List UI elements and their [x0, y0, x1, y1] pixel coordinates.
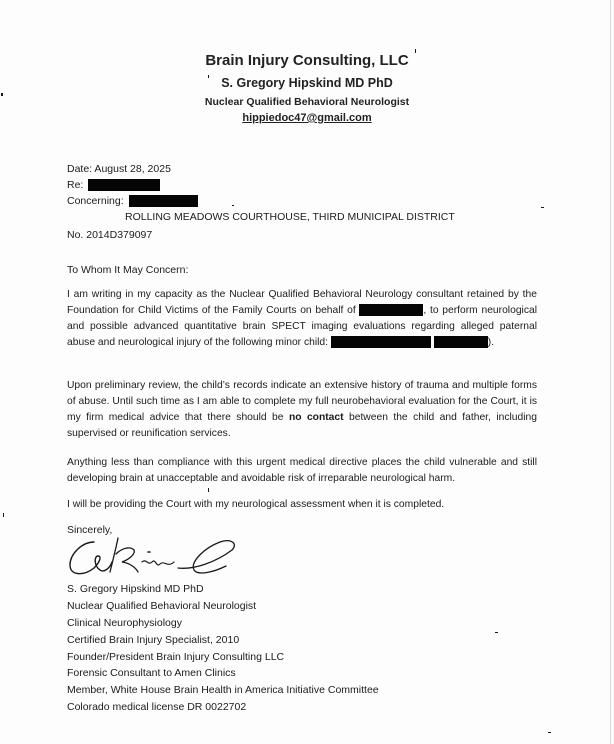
case-number: No. 2014D379097 [67, 229, 153, 241]
scan-edge [610, 0, 611, 744]
signature-line-1: S. Gregory Hipskind MD PhD [67, 583, 204, 595]
salutation: To Whom It May Concern: [67, 264, 189, 276]
signature-line-7: Member, White House Brain Health in America Initiative Committee [67, 684, 379, 696]
scan-speck [1, 93, 3, 96]
scan-speck [495, 632, 498, 633]
scan-speck [415, 49, 416, 53]
p1-text-a: I am writing in my capacity as the Nuclear Qualified Behavioral Neurology consultant retained by the Foundation for Child Victims of the Family Courts on behalf of [67, 289, 537, 316]
author-title: Nuclear Qualified Behavioral Neurologist [204, 96, 410, 108]
p1-text-b: , to perform neurological and possible advanced quantitative brain SPECT imaging evaluations regarding alleged paternal abuse and neurological injury of the following minor child: [67, 305, 537, 348]
date-line: Date: August 28, 2025 [67, 163, 171, 175]
courthouse-line: ROLLING MEADOWS COURTHOUSE, THIRD MUNICIPAL DISTRICT [125, 211, 455, 223]
body-paragraph-1 [67, 287, 537, 351]
p1-text-c: ). [487, 337, 495, 348]
p2-text-a: Upon preliminary review, the child’s records indicate an extensive history of trauma and multiple forms of abuse. Until such time as I am able to complete my full neurobehavioral evaluation for the Court, it is my firm medical advice that there should be [67, 380, 537, 423]
signature-line-5: Founder/President Brain Injury Consulting LLC [67, 651, 285, 663]
redaction-box [129, 195, 198, 207]
concerning-line [67, 195, 198, 207]
closing: Sincerely, [67, 524, 113, 536]
scan-speck [548, 732, 551, 733]
scan-speck [208, 75, 209, 78]
scan-speck [3, 513, 4, 517]
signature-line-8: Colorado medical license DR 0022702 [67, 701, 247, 713]
signature-line-2: Nuclear Qualified Behavioral Neurologist [67, 600, 257, 612]
author-name: S. Gregory Hipskind MD PhD [221, 76, 393, 90]
redaction-box [359, 304, 423, 316]
scan-speck [541, 207, 544, 208]
concerning-label: Concerning: [67, 195, 124, 207]
re-label: Re: [67, 179, 84, 191]
signature-line-3: Clinical Neurophysiology [67, 617, 182, 629]
handwritten-signature [64, 532, 244, 580]
redaction-box [331, 336, 431, 348]
signature-line-6: Forensic Consultant to Amen Clinics [67, 667, 236, 679]
body-paragraph-4: I will be providing the Court with my neurological assessment when it is completed. [67, 499, 445, 510]
signature-line-4: Certified Brain Injury Specialist, 2010 [67, 634, 240, 646]
re-line [67, 179, 160, 191]
scan-speck [208, 488, 209, 492]
firm-name: Brain Injury Consulting, LLC [205, 52, 409, 69]
p2-text-b: between the child and father, including supervised or reunification services. [67, 412, 537, 439]
body-paragraph-2 [67, 378, 537, 442]
body-paragraph-3: Anything less than compliance with this urgent medical directive places the child vulnerable and still developing brain at unacceptable and avoidable risk of irreparable neurological harm. [67, 457, 537, 484]
author-email: hippiedoc47@gmail.com [242, 112, 372, 124]
scan-speck [232, 205, 234, 206]
redaction-box [434, 336, 488, 348]
redaction-box [88, 179, 160, 191]
no-contact-emphasis: no contact [288, 412, 344, 423]
